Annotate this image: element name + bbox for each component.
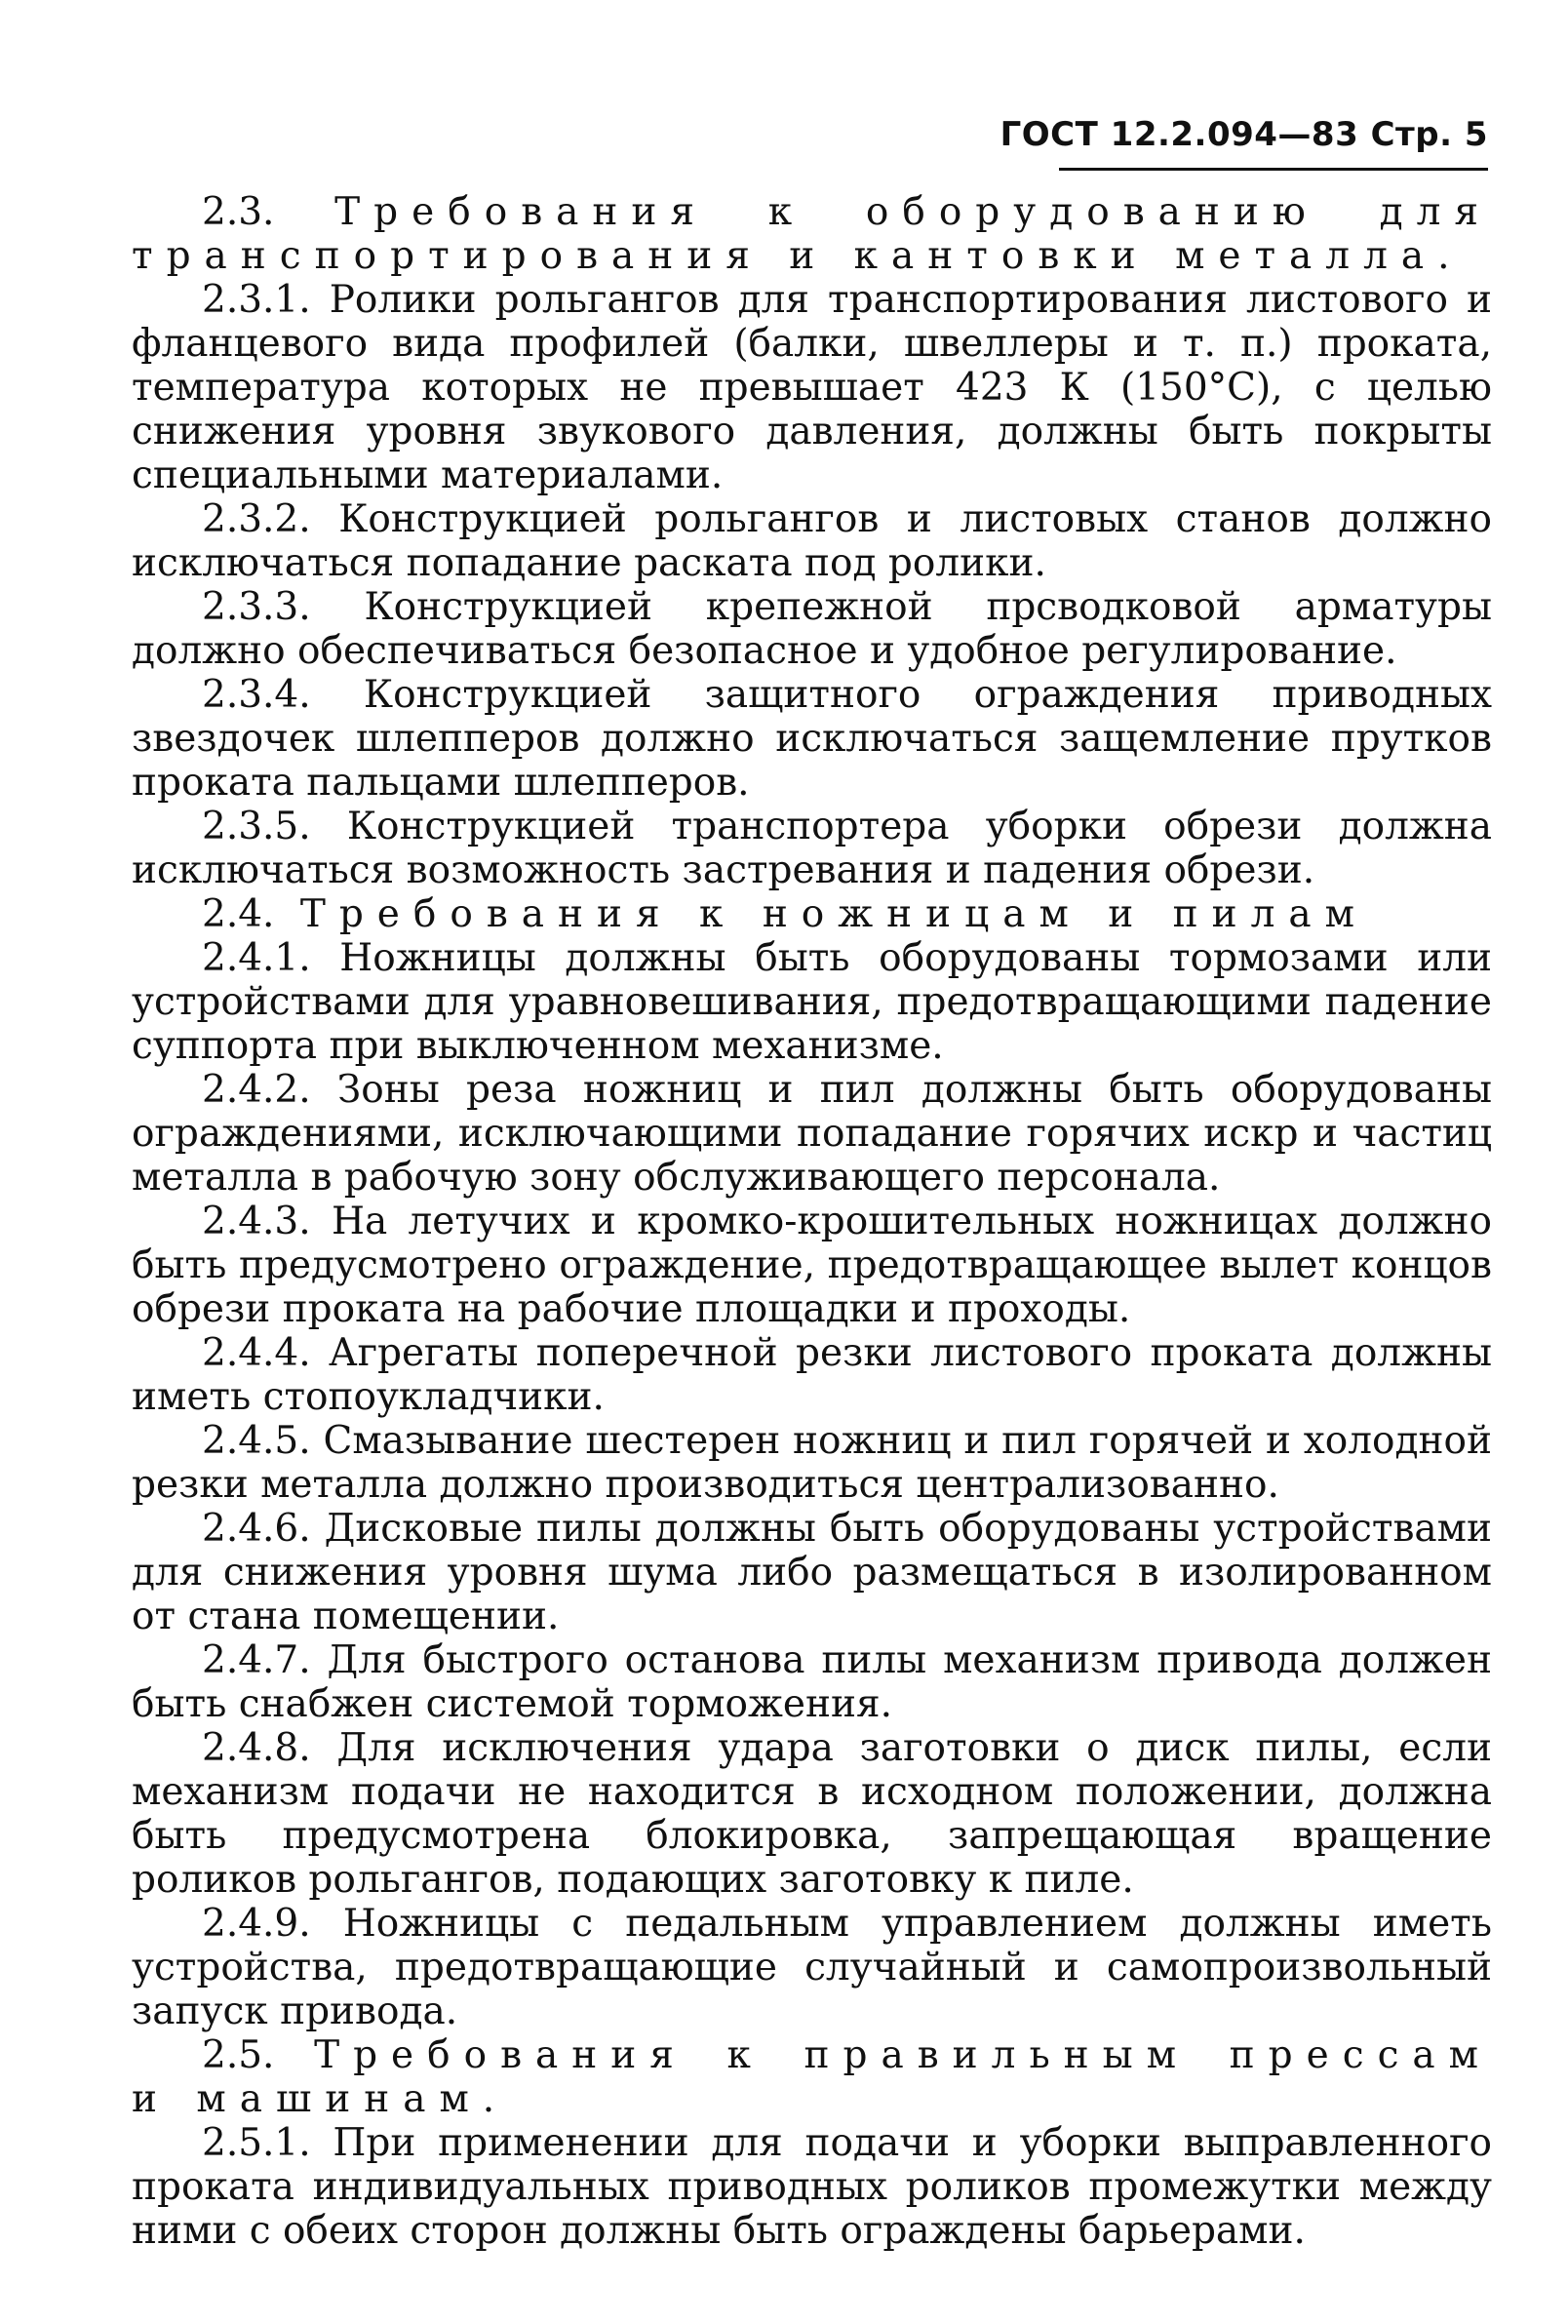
clause-text: На летучих и кромко-крошительных ножницах должно быть предусмотрено ограждение, предотвращающее вылет концов обрези проката на рабочие площадки и проходы.	[132, 1200, 1493, 1331]
clause-text: Конструкцией рольгангов и листовых станов должно исключаться попадание раската под ролики.	[132, 497, 1492, 585]
clause-2-3-2	[132, 497, 1492, 585]
clause-text: Конструкцией крепежной прсводковой арматуры должно обеспечиваться безопасное и удобное регулирование.	[132, 585, 1493, 673]
clause-2-3-4	[132, 673, 1492, 805]
clause-number: 2.4.	[202, 892, 275, 936]
clause-number: 2.3.4.	[202, 673, 311, 717]
clause-text: Агрегаты поперечной резки листового проката должны иметь стопоукладчики.	[132, 1331, 1492, 1419]
document-body	[132, 190, 1492, 2253]
clause-2-4-1	[132, 936, 1492, 1068]
clause-number: 2.4.5.	[202, 1419, 311, 1463]
clause-text: Для быстрого останова пилы механизм привода должен быть снабжен системой торможения.	[132, 1638, 1492, 1726]
clause-text: Для исключения удара заготовки о диск пилы, если механизм подачи не находится в исходном положении, должна быть предусмотрена блокировка, запрещающая вращение роликов рольгангов, подающих заготовку к пиле.	[132, 1726, 1492, 1902]
clause-number: 2.3.5.	[202, 805, 311, 848]
clause-text: Ножницы должны быть оборудованы тормозами или устройствами для уравновешивания, предотвращающими падение суппорта при выключенном механизме.	[132, 936, 1492, 1068]
clause-number: 2.4.8.	[202, 1726, 311, 1770]
clause-2-3-3	[132, 585, 1492, 673]
clause-number: 2.5.1.	[202, 2121, 311, 2165]
clause-text: Смазывание шестерен ножниц и пил горячей и холодной резки металла должно производиться централизованно.	[132, 1419, 1492, 1507]
clause-2-4-7	[132, 1638, 1492, 1726]
header-rule	[1059, 168, 1488, 171]
clause-number: 2.4.9.	[202, 1902, 311, 1946]
heading-text: Требования к ножницам и пилам	[299, 892, 1368, 936]
clause-text: Зоны реза ножниц и пил должны быть оборудованы ограждениями, исключающими попадание горячих искр и частиц металла в рабочую зону обслуживающего персонала.	[132, 1068, 1492, 1200]
section-heading-2-5	[132, 2033, 1492, 2121]
clause-number: 2.3.1.	[202, 278, 311, 322]
clause-text: При применении для подачи и уборки выправленного проката индивидуальных приводных роликов промежутки между ними с обеих сторон должны быть ограждены барьерами.	[132, 2121, 1492, 2253]
heading-text: Требования к оборудованию для транспортирования и кантовки металла.	[132, 190, 1492, 278]
clause-number: 2.4.4.	[202, 1331, 311, 1375]
clause-number: 2.4.1.	[202, 936, 311, 980]
clause-2-5-1	[132, 2121, 1492, 2253]
clause-number: 2.4.7.	[202, 1638, 311, 1682]
clause-2-4-8	[132, 1726, 1492, 1902]
clause-number: 2.3.	[202, 190, 275, 234]
clause-text: Ножницы с педальным управлением должны иметь устройства, предотвращающие случайный и самопроизвольный запуск привода.	[132, 1902, 1492, 2033]
clause-text: Дисковые пилы должны быть оборудованы устройствами для снижения уровня шума либо размещаться в изолированном от стана помещении.	[132, 1507, 1492, 1638]
clause-2-3-1	[132, 278, 1492, 497]
running-header: ГОСТ 12.2.094—83 Стр. 5	[1000, 115, 1488, 154]
section-heading-2-4	[132, 892, 1492, 936]
clause-number: 2.5.	[202, 2033, 275, 2077]
clause-text: Конструкцией транспортера уборки обрези должна исключаться возможность застревания и падения обрези.	[132, 805, 1492, 892]
clause-number: 2.3.3.	[202, 585, 311, 629]
clause-2-4-2	[132, 1068, 1492, 1200]
clause-2-4-9	[132, 1902, 1492, 2033]
clause-2-4-6	[132, 1507, 1492, 1638]
clause-2-3-5	[132, 805, 1492, 892]
clause-2-4-3	[132, 1200, 1492, 1331]
clause-2-4-5	[132, 1419, 1492, 1507]
clause-text: Конструкцией защитного ограждения приводных звездочек шлепперов должно исключаться защемление прутков проката пальцами шлепперов.	[132, 673, 1492, 805]
clause-2-4-4	[132, 1331, 1492, 1419]
section-heading-2-3	[132, 190, 1492, 278]
clause-number: 2.4.2.	[202, 1068, 311, 1112]
clause-number: 2.4.6.	[202, 1507, 311, 1551]
clause-number: 2.3.2.	[202, 497, 311, 541]
clause-text: Ролики рольгангов для транспортирования листового и фланцевого вида профилей (балки, швеллеры и т. п.) проката, температура которых не превышает 423 К (150°С), с целью снижения уровня звукового давления, должны быть покрыты специальными материалами.	[132, 278, 1492, 497]
heading-text: Требования к правильным прессам и машинам.	[132, 2033, 1492, 2121]
clause-number: 2.4.3.	[202, 1200, 311, 1243]
